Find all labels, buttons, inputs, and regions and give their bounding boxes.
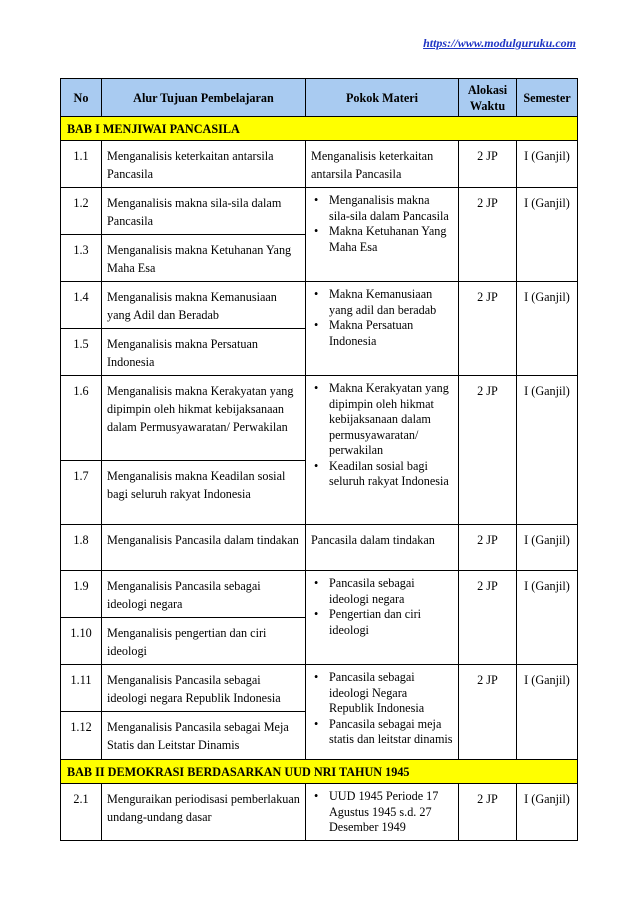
- row-no: 1.6: [61, 376, 102, 461]
- section-title: BAB I MENJIWAI PANCASILA: [61, 117, 578, 141]
- row-no: 1.5: [61, 329, 102, 376]
- row-materi: [306, 571, 459, 665]
- curriculum-table: [60, 78, 578, 841]
- header-semester: Semester: [517, 79, 578, 117]
- row-semester: I (Ganjil): [517, 188, 578, 282]
- materi-item: • Menganalisis makna sila-sila dalam Pancasila: [329, 193, 453, 224]
- row-no: 1.10: [61, 618, 102, 665]
- row-materi: [306, 376, 459, 525]
- row-no: 1.12: [61, 712, 102, 760]
- row-materi: [306, 784, 459, 841]
- materi-item: • UUD 1945 Periode 17 Agustus 1945 s.d. 27 Desember 1949: [329, 789, 453, 836]
- row-waktu: 2 JP: [459, 525, 517, 571]
- row-no: 1.8: [61, 525, 102, 571]
- materi-item: • Makna Ketuhanan Yang Maha Esa: [329, 224, 453, 255]
- table-row: [61, 525, 578, 571]
- row-materi: Pancasila dalam tindakan: [306, 525, 459, 571]
- website-link[interactable]: https://www.modulguruku.com: [423, 36, 576, 50]
- row-atp: Menganalisis makna Kemanusiaan yang Adil dan Beradab: [102, 282, 306, 329]
- row-semester: I (Ganjil): [517, 376, 578, 525]
- materi-item: • Keadilan sosial bagi seluruh rakyat Indonesia: [329, 459, 453, 490]
- table-row: [61, 665, 578, 712]
- row-no: 1.9: [61, 571, 102, 618]
- section-row: [61, 117, 578, 141]
- row-materi: [306, 665, 459, 760]
- row-atp: Menganalisis Pancasila sebagai ideologi negara: [102, 571, 306, 618]
- row-atp: Menganalisis makna Ketuhanan Yang Maha Esa: [102, 235, 306, 282]
- header-waktu: Alokasi Waktu: [459, 79, 517, 117]
- row-atp: Menganalisis Pancasila sebagai Meja Statis dan Leitstar Dinamis: [102, 712, 306, 760]
- row-materi: Menganalisis keterkaitan antarsila Pancasila: [306, 141, 459, 188]
- header-no: No: [61, 79, 102, 117]
- table-row: [61, 282, 578, 329]
- row-no: 1.11: [61, 665, 102, 712]
- header-materi: Pokok Materi: [306, 79, 459, 117]
- row-waktu: 2 JP: [459, 282, 517, 376]
- row-atp: Menganalisis Pancasila dalam tindakan: [102, 525, 306, 571]
- row-semester: I (Ganjil): [517, 571, 578, 665]
- row-atp: Menganalisis pengertian dan ciri ideologi: [102, 618, 306, 665]
- row-no: 1.4: [61, 282, 102, 329]
- row-waktu: 2 JP: [459, 376, 517, 525]
- materi-item: • Pancasila sebagai meja statis dan leitstar dinamis: [329, 717, 453, 748]
- row-no: 1.1: [61, 141, 102, 188]
- row-no: 2.1: [61, 784, 102, 841]
- row-atp: Menguraikan periodisasi pemberlakuan undang-undang dasar: [102, 784, 306, 841]
- row-atp: Menganalisis keterkaitan antarsila Pancasila: [102, 141, 306, 188]
- row-semester: I (Ganjil): [517, 525, 578, 571]
- row-waktu: 2 JP: [459, 188, 517, 282]
- materi-item: • Pengertian dan ciri ideologi: [329, 607, 453, 638]
- row-atp: Menganalisis makna Kerakyatan yang dipimpin oleh hikmat kebijaksanaan dalam Permusyawaratan/ Perwakilan: [102, 376, 306, 461]
- row-atp: Menganalisis makna Persatuan Indonesia: [102, 329, 306, 376]
- row-materi: [306, 188, 459, 282]
- table-row: [61, 188, 578, 235]
- header-atp: Alur Tujuan Pembelajaran: [102, 79, 306, 117]
- row-no: 1.7: [61, 461, 102, 525]
- row-no: 1.2: [61, 188, 102, 235]
- section-row: [61, 760, 578, 784]
- section-title: BAB II DEMOKRASI BERDASARKAN UUD NRI TAHUN 1945: [61, 760, 578, 784]
- row-materi: [306, 282, 459, 376]
- table-row: [61, 376, 578, 461]
- materi-item: • Makna Kerakyatan yang dipimpin oleh hikmat kebijaksanaan dalam permusyawaratan/ perwakilan: [329, 381, 453, 459]
- table-row: [61, 571, 578, 618]
- row-waktu: 2 JP: [459, 665, 517, 760]
- row-semester: I (Ganjil): [517, 141, 578, 188]
- table-header-row: [61, 79, 578, 117]
- row-semester: I (Ganjil): [517, 784, 578, 841]
- row-no: 1.3: [61, 235, 102, 282]
- row-atp: Menganalisis makna Keadilan sosial bagi seluruh rakyat Indonesia: [102, 461, 306, 525]
- row-semester: I (Ganjil): [517, 282, 578, 376]
- materi-item: • Makna Kemanusiaan yang adil dan beradab: [329, 287, 453, 318]
- row-atp: Menganalisis makna sila-sila dalam Pancasila: [102, 188, 306, 235]
- table-row: [61, 784, 578, 841]
- table-row: [61, 141, 578, 188]
- row-waktu: 2 JP: [459, 571, 517, 665]
- materi-item: • Pancasila sebagai ideologi negara: [329, 576, 453, 607]
- materi-item: • Pancasila sebagai ideologi Negara Republik Indonesia: [329, 670, 453, 717]
- row-atp: Menganalisis Pancasila sebagai ideologi negara Republik Indonesia: [102, 665, 306, 712]
- row-semester: I (Ganjil): [517, 665, 578, 760]
- materi-item: • Makna Persatuan Indonesia: [329, 318, 453, 349]
- row-waktu: 2 JP: [459, 784, 517, 841]
- row-waktu: 2 JP: [459, 141, 517, 188]
